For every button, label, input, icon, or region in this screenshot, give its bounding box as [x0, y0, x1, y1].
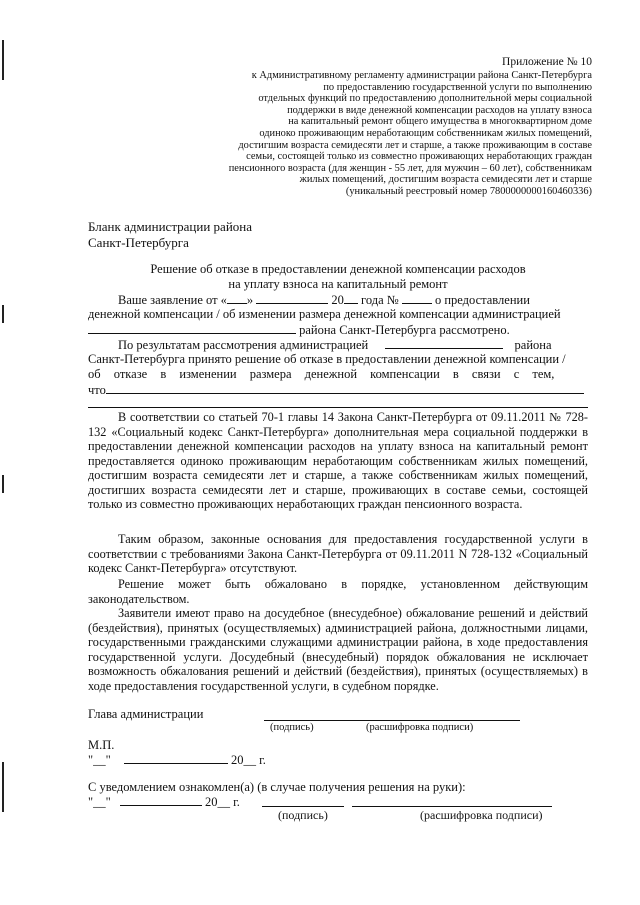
month-blank[interactable]	[256, 292, 328, 304]
p1-text: о предоставлении	[434, 293, 530, 307]
appendix-line: семьи, состоящей только из совместно проживающих неработающих граждан	[246, 151, 592, 163]
head-sign-caption: (подпись)	[270, 722, 314, 733]
head-signature-line[interactable]	[264, 720, 520, 721]
date-day: "__"	[88, 753, 111, 767]
acknowledge-text: С уведомлением ознакомлен(а) (в случае получения решения на руки):	[88, 780, 466, 794]
p2-line2: Санкт-Петербурга принято решение об отказе в предоставлении денежной компенсации /	[88, 352, 566, 366]
scan-edge-mark	[2, 40, 4, 80]
appendix-line: достигшим возраста семидесяти лет и старше, а также проживающим в составе	[238, 139, 592, 151]
acknowledge-date	[88, 794, 240, 810]
date-year: 20__ г.	[230, 753, 266, 767]
day-blank[interactable]	[227, 292, 247, 304]
appendix-title: Приложение № 10	[502, 56, 592, 68]
p2-line1	[118, 337, 552, 353]
p2-text: района	[514, 338, 552, 352]
district-blank[interactable]	[385, 337, 503, 349]
number-blank[interactable]	[402, 292, 432, 304]
p1-text: Ваше заявление от «	[118, 293, 227, 307]
document-title-line: на уплату взноса на капитальный ремонт	[228, 277, 448, 291]
p2-text: По результатам рассмотрения администрацией	[118, 338, 369, 352]
ack-decode-caption: (расшифровка подписи)	[420, 808, 543, 822]
p1-text: »	[246, 293, 254, 307]
letterhead-line: Бланк администрации района	[88, 219, 253, 234]
scan-edge-mark	[2, 762, 4, 812]
signature-head-label: Глава администрации	[88, 707, 204, 721]
appendix-line: по предоставлению государственной услуги по выполнению	[323, 81, 592, 93]
pretrial-appeal-paragraph: Заявители имеют право на досудебное (внесудебное) обжалование решений и действий (бездействия), принятых (осуществляемых) администрацией района, должностными лицами, государственными гражданскими служащими администрации района, в ходе предоставления государственной услуги. Досудебный (внесудебный) порядок обжалования не исключает возможность обжалования решений и действий (бездействия), принятых (осуществляемых) в ходе предоставления государственной услуги, в судебном порядке.	[88, 606, 588, 693]
district-blank[interactable]	[88, 322, 296, 334]
p2-text: что	[88, 383, 106, 397]
scan-edge-mark	[2, 305, 4, 323]
letterhead-line: Санкт-Петербурга	[88, 235, 189, 250]
document-title	[88, 262, 588, 292]
letterhead-placeholder	[88, 219, 252, 251]
p1-line2: денежной компенсации / об изменении размера денежной компенсации администрацией	[88, 307, 561, 321]
p1-line3	[88, 322, 510, 338]
appendix-line: одиноко проживающим неработающим собственникам жилых помещений,	[259, 127, 592, 139]
p1-text: года №	[361, 293, 399, 307]
year-blank[interactable]	[344, 292, 358, 304]
document-title-line: Решение об отказе в предоставлении денежной компенсации расходов	[150, 262, 526, 276]
reason-blank[interactable]	[106, 382, 584, 394]
appendix-line: жилых помещений, достигшим возраста семидесяти лет и старше	[299, 174, 592, 186]
p1-text: 20	[331, 293, 344, 307]
ack-decode-line[interactable]	[352, 806, 552, 807]
stamp-place: М.П.	[88, 738, 115, 752]
scan-edge-mark	[2, 475, 4, 493]
p2-line3: об отказе в изменении размера денежной компенсации в связи с тем,	[88, 367, 555, 381]
legal-basis-paragraph: В соответствии со статьей 70-1 главы 14 Закона Санкт-Петербурга от 09.11.2011 № 728-132 «Социальный кодекс Санкт-Петербурга» дополнительная мера социальной поддержки в предоставлении денежной компенсации расходов на уплату взноса на капитальный ремонт предоставляется одиноко проживающим неработающим собственникам жилых помещений, достигшим возраста семидесяти лет и старше, а также собственникам жилых помещений, достигших возраста семидесяти лет и старше, проживающих в составе семьи, состоящей только из совместно проживающих неработающих граждан пенсионного возраста.	[88, 410, 588, 511]
signature-date	[88, 752, 266, 768]
ack-date-day: "__"	[88, 795, 111, 809]
reason-blank-line[interactable]	[88, 407, 588, 408]
appeal-paragraph: Решение может быть обжаловано в порядке, установленном действующим законодательством.	[88, 577, 588, 606]
head-decode-caption: (расшифровка подписи)	[366, 722, 474, 733]
ack-sign-caption: (подпись)	[278, 808, 328, 822]
appendix-line: поддержки в виде денежной компенсации расходов на уплату взноса	[287, 104, 592, 116]
appendix-line: отдельных функций по предоставлению дополнительной меры социальной	[258, 93, 592, 105]
ack-signature-line[interactable]	[262, 806, 344, 807]
appendix-line: на капитальный ремонт общего имущества в многоквартирном доме	[288, 116, 592, 128]
appendix-line: к Административному регламенту администрации района Санкт-Петербурга	[251, 70, 592, 81]
ack-date-month-blank[interactable]	[120, 794, 202, 806]
conclusion-paragraph: Таким образом, законные основания для предоставления государственной услуги в соответствии с требованиями Закона Санкт-Петербурга от 09.11.2011 N 728-132 «Социальный кодекс Санкт-Петербурга» отсутствуют.	[88, 532, 588, 575]
p1-text: района Санкт-Петербурга рассмотрено.	[299, 323, 510, 337]
appendix-line: (уникальный реестровый номер 7800000000160460336)	[345, 185, 592, 197]
p1-line1	[118, 292, 530, 308]
appendix-line: пенсионного возраста (для женщин - 55 лет, для мужчин – 60 лет), собственникам	[228, 162, 592, 174]
date-month-blank[interactable]	[124, 752, 228, 764]
ack-date-year: 20__ г.	[204, 795, 240, 809]
appendix-header	[172, 56, 592, 198]
p2-line4	[88, 382, 584, 398]
